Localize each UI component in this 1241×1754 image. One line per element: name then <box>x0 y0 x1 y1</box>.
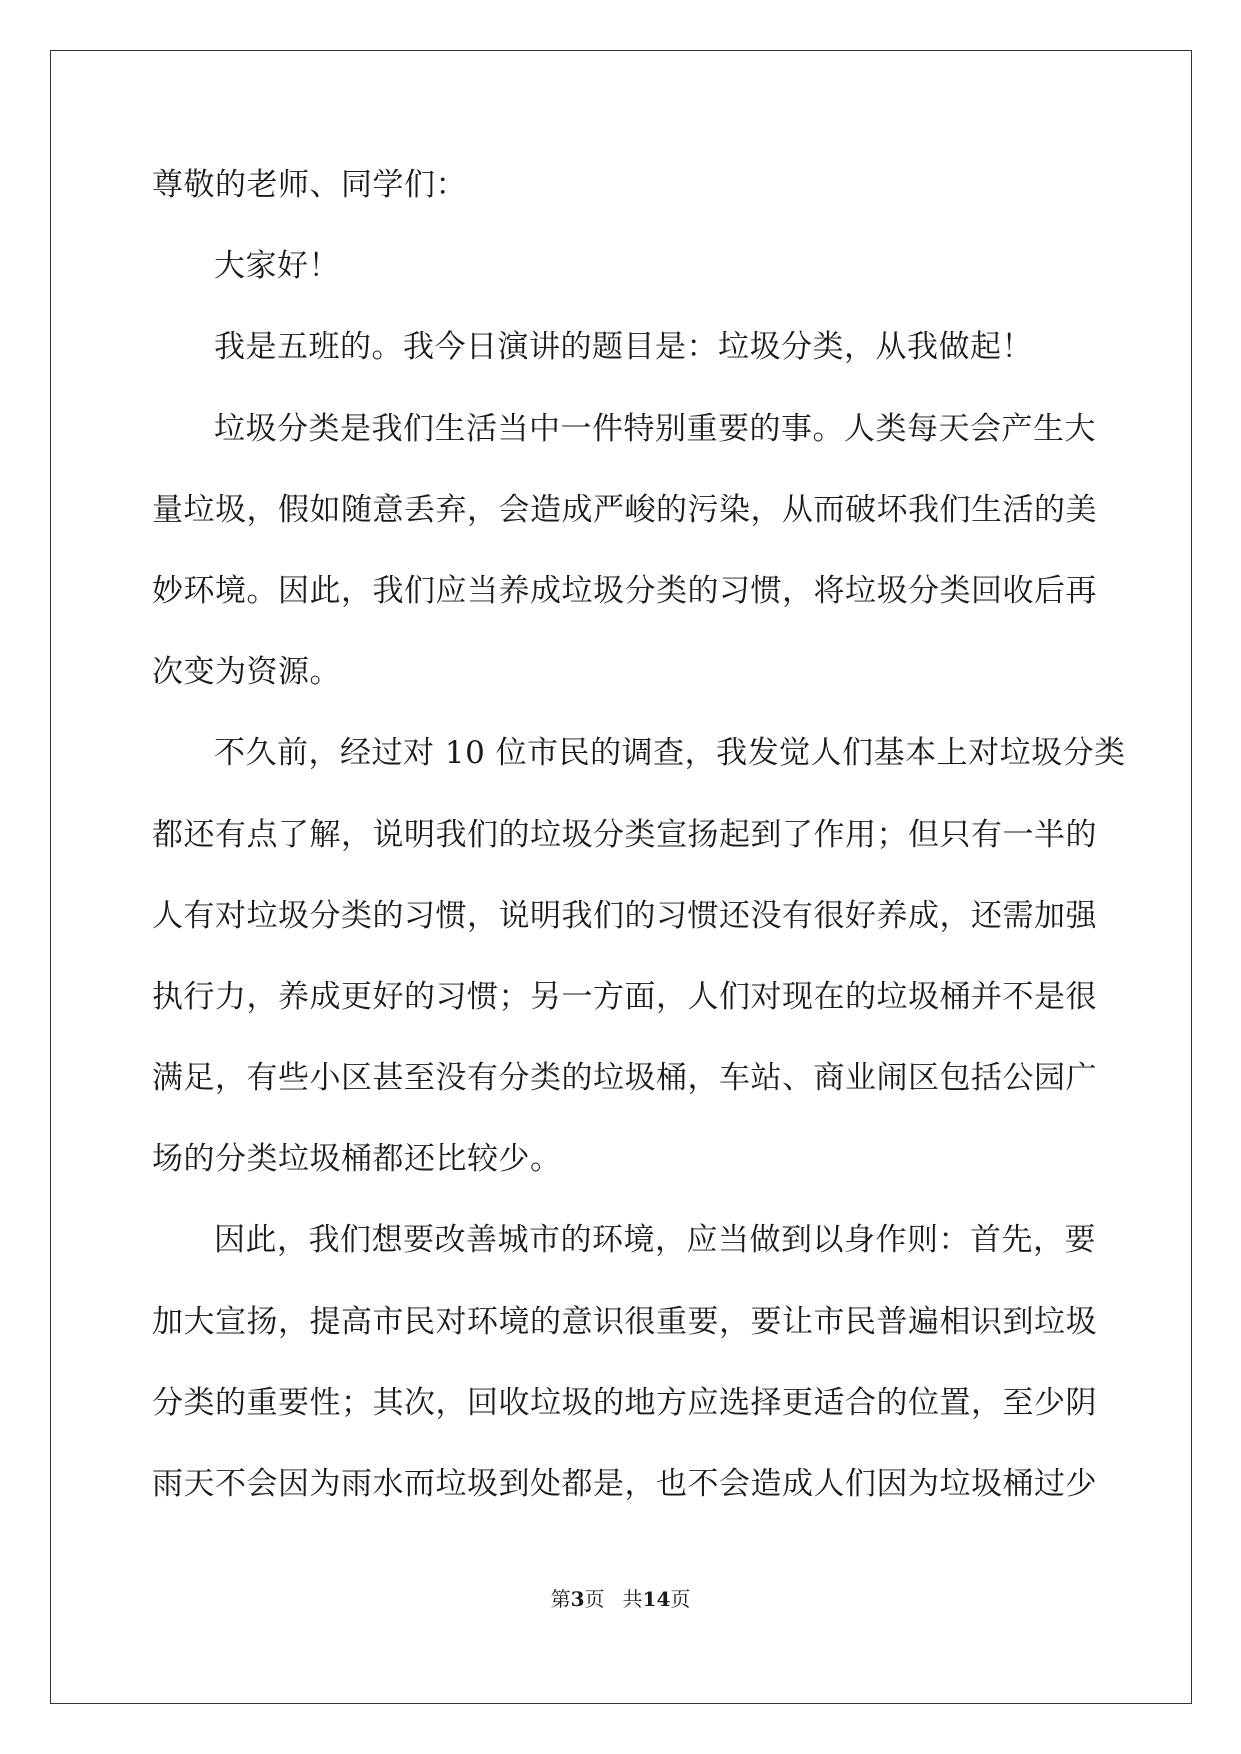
text-line: 量垃圾，假如随意丢弃，会造成严峻的污染，从而破坏我们生活的美 <box>152 491 1097 528</box>
page-unit: 页 <box>584 1587 605 1611</box>
page-footer <box>0 1587 1241 1611</box>
text-line: 分类的重要性；其次，回收垃圾的地方应选择更适合的位置，至少阴 <box>152 1384 1097 1421</box>
text-line: 垃圾分类是我们生活当中一件特别重要的事。人类每天会产生大 <box>214 410 1096 447</box>
text-line: 人有对垃圾分类的习惯，说明我们的习惯还没有很好养成，还需加强 <box>152 897 1097 934</box>
text-line: 场的分类垃圾桶都还比较少。 <box>152 1141 562 1178</box>
total-prefix: 共 <box>622 1587 643 1611</box>
page-number-prefix: 第 <box>550 1587 571 1611</box>
current-page-number: 3 <box>570 1587 585 1611</box>
document-body <box>152 165 1126 1545</box>
text-line: 雨天不会因为雨水而垃圾到处都是，也不会造成人们因为垃圾桶过少 <box>152 1466 1097 1502</box>
total-page-number: 14 <box>642 1587 671 1611</box>
total-unit: 页 <box>670 1587 691 1611</box>
text-line: 不久前，经过对 10 位市民的调查，我发觉人们基本上对垃圾分类 <box>214 735 1126 772</box>
text-line: 执行力，养成更好的习惯；另一方面，人们对现在的垃圾桶并不是很 <box>152 978 1097 1015</box>
text-line: 满足，有些小区甚至没有分类的垃圾桶，车站、商业闹区包括公园广 <box>152 1060 1097 1097</box>
text-line: 都还有点了解，说明我们的垃圾分类宣扬起到了作用；但只有一半的 <box>152 816 1097 853</box>
text-line: 次变为资源。 <box>152 654 341 691</box>
text-line: 妙环境。因此，我们应当养成垃圾分类的习惯，将垃圾分类回收后再 <box>152 572 1097 609</box>
text-line: 尊敬的老师、同学们： <box>152 167 467 203</box>
text-line: 大家好！ <box>214 248 340 285</box>
text-line: 因此，我们想要改善城市的环境，应当做到以身作则：首先，要 <box>214 1222 1096 1259</box>
text-line: 加大宣扬，提高市民对环境的意识很重要，要让市民普遍相识到垃圾 <box>152 1303 1097 1340</box>
text-line: 我是五班的。我今日演讲的题目是：垃圾分类，从我做起！ <box>214 329 1033 366</box>
